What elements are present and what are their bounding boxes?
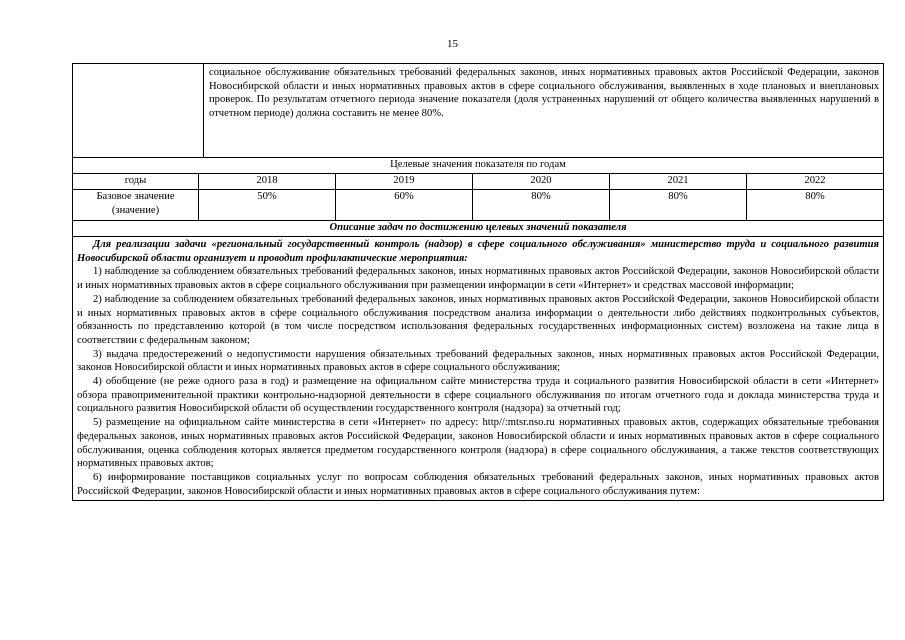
year-cell: 2018	[198, 174, 335, 189]
table-row-description	[73, 64, 883, 157]
year-cell: 2022	[746, 174, 883, 189]
table-row-base-values	[73, 189, 883, 220]
list-item: 3) выдача предостережений о недопустимости нарушения обязательных требований федеральных законов, иных нормативных правовых актов Российской Федерации, законов Новосибирской области и иных нормативных правовых актов в сфере социального обслуживания;	[77, 348, 879, 374]
base-value-cell: 80%	[609, 190, 746, 220]
year-cell: 2020	[472, 174, 609, 189]
list-item: 2) наблюдение за соблюдением обязательных требований федеральных законов, иных нормативных правовых актов Российской Федерации, законов Новосибирской области и иных нормативных правовых актов в сфере социального обслуживания посредством анализа информации о деятельности либо действиях подконтрольных субъектов, обязанность по представлению которой (в том числе посредством использования федеральных государственных информационных систем) возложена на такие лица в соответствии с федеральным законом;	[77, 293, 879, 346]
year-cell: 2019	[335, 174, 472, 189]
list-item: 4) обобщение (не реже одного раза в год) и размещение на официальном сайте министерства труда и социального развития Новосибирской области в сети «Интернет» обзора правоприменительной практики контрольно-надзорной деятельности в сфере социального обслуживания по итогам отчетного года и доклада министерства труда и социального развития Новосибирской области об осуществлении государственного контроля (надзора) за отчетный год;	[77, 376, 879, 415]
targets-header: Целевые значения показателя по годам	[390, 159, 566, 170]
table-row-years	[73, 173, 883, 189]
indicator-description: социальное обслуживание обязательных требований федеральных законов, иных нормативных правовых актов Российской Федерации, законов Новосибирской области и иных нормативных правовых актов в сфере социального обслуживания, выявленных в ходе плановых и внеплановых проверок. По результатам отчетного периода значение показателя (доля устраненных нарушений от общего количества выявленных нарушений в отчетном периоде) должна составить не менее 80%.	[203, 64, 883, 157]
base-value-cell: 80%	[472, 190, 609, 220]
table-row-tasks	[73, 236, 883, 500]
table-row-targets-header	[73, 157, 883, 173]
page-number: 15	[447, 38, 458, 50]
indicator-table	[72, 63, 884, 501]
empty-label-cell	[73, 64, 203, 157]
tasks-intro: Для реализации задачи «региональный государственный контроль (надзор) в сфере социального обслуживания» министерство труда и социального развития Новосибирской области организует и проводит профилактические мероприятия:	[77, 239, 879, 264]
list-item: 1) наблюдение за соблюдением обязательных требований федеральных законов, иных нормативных правовых актов Российской Федерации, законов Новосибирской области и иных нормативных правовых актов в сфере социального обслуживания при размещении информации в сети «Интернет» и средствах массовой информации;	[77, 266, 879, 292]
list-item: 6) информирование поставщиков социальных услуг по вопросам соблюдения обязательных требований федеральных законов, иных нормативных правовых актов Российской Федерации, законов Новосибирской области и иных нормативных правовых актов в сфере социального обслуживания путем:	[77, 471, 879, 497]
table-row-tasks-header	[73, 220, 883, 236]
base-value-cell: 50%	[198, 190, 335, 220]
base-value-label: Базовое значение (значение)	[96, 191, 175, 216]
tasks-header: Описание задач по достижению целевых значений показателя	[329, 222, 627, 233]
year-cell: 2021	[609, 174, 746, 189]
list-item: 5) размещение на официальном сайте министерства в сети «Интернет» по адресу: http//:mtsr.nso.ru нормативных правовых актов, содержащих обязательные требования федеральных законов, иных нормативных правовых актов Российской Федерации, законов Новосибирской области и иных нормативных правовых актов в сфере социального обслуживания, оценка соблюдения которых является предметом государственного контроля (надзора) в сфере социального обслуживания, а также текстов соответствующих нормативных правовых актов;	[77, 417, 879, 470]
base-value-cell: 60%	[335, 190, 472, 220]
base-value-cell: 80%	[746, 190, 883, 220]
tasks-body	[73, 237, 883, 500]
years-label: годы	[124, 175, 147, 186]
